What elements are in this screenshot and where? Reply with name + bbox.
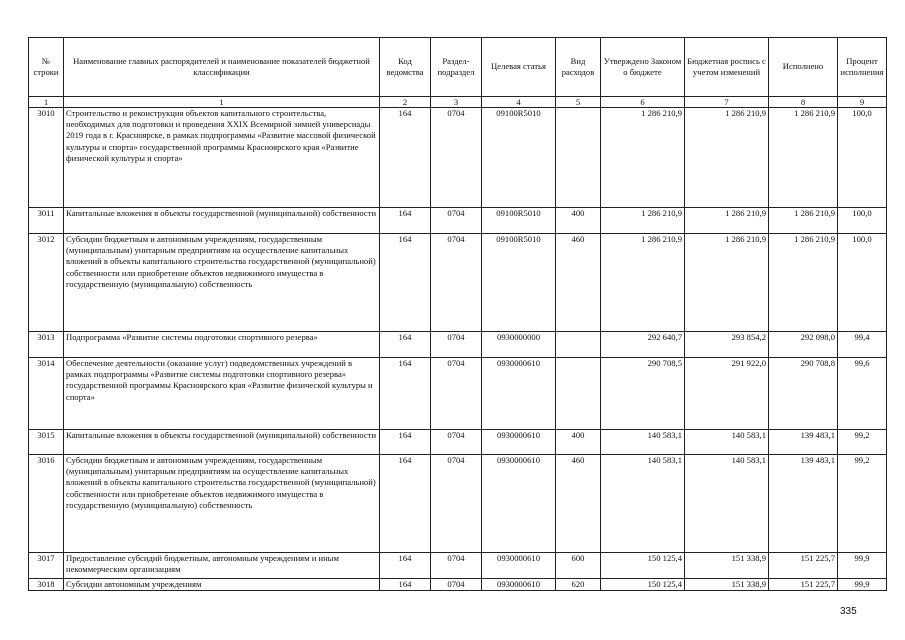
executed-amount: 139 483,1: [769, 455, 838, 553]
table-row: [29, 455, 887, 553]
dept-code: 164: [380, 358, 431, 430]
executed-amount: 1 286 210,9: [769, 108, 838, 208]
col-header-row-no: № строки: [29, 38, 64, 97]
approved-amount: 150 125,4: [601, 553, 685, 579]
row-number: 3018: [29, 579, 64, 591]
row-name: Субсидии бюджетным и автономным учреждениям, государственным (муниципальным) унитарным предприятиям на осуществление капитальных вложений в объекты капитального строительства государственной (муниципальной) собственности или приобретение объектов недвижимого имущества в государственную (муниципальную) собственность: [64, 234, 380, 332]
column-number: 1: [64, 97, 380, 108]
expense-type: [556, 108, 601, 208]
target-article: 0930000610: [482, 430, 556, 455]
column-number: 1: [29, 97, 64, 108]
budget-amount: 1 286 210,9: [685, 108, 769, 208]
row-number: 3013: [29, 332, 64, 358]
execution-percent: 99,2: [838, 455, 887, 553]
row-number: 3016: [29, 455, 64, 553]
table-row: [29, 108, 887, 208]
approved-amount: 292 640,7: [601, 332, 685, 358]
column-number: 8: [769, 97, 838, 108]
budget-amount: 1 286 210,9: [685, 234, 769, 332]
section-code: 0704: [431, 234, 482, 332]
row-number: 3017: [29, 553, 64, 579]
page-number: 335: [840, 606, 857, 617]
target-article: 0930000000: [482, 332, 556, 358]
budget-amount: 293 854,2: [685, 332, 769, 358]
col-header-percent: Процент исполнения: [838, 38, 887, 97]
execution-percent: 99,9: [838, 553, 887, 579]
col-header-exp-type: Вид расходов: [556, 38, 601, 97]
header-row: [29, 38, 887, 97]
section-code: 0704: [431, 208, 482, 234]
budget-amount: 151 338,9: [685, 579, 769, 591]
row-number: 3011: [29, 208, 64, 234]
row-name: Обеспечение деятельности (оказание услуг) подведомственных учреждений в рамках подпрограммы «Развитие системы подготовки спортивного резерва» государственной программы Красноярского края «Развитие физической культуры и спорта»: [64, 358, 380, 430]
budget-execution-table: [28, 37, 887, 591]
row-name: Капитальные вложения в объекты государственной (муниципальной) собственности: [64, 208, 380, 234]
col-header-budget-list: Бюджетная роспись с учетом изменений: [685, 38, 769, 97]
row-name: Подпрограмма «Развитие системы подготовки спортивного резерва»: [64, 332, 380, 358]
row-name: Предоставление субсидий бюджетным, автономным учреждениям и иным некоммерческим организациям: [64, 553, 380, 579]
column-number: 6: [601, 97, 685, 108]
table-row: [29, 358, 887, 430]
table-row: [29, 579, 887, 591]
column-number: 5: [556, 97, 601, 108]
executed-amount: 290 708,8: [769, 358, 838, 430]
table-row: [29, 430, 887, 455]
executed-amount: 139 483,1: [769, 430, 838, 455]
section-code: 0704: [431, 430, 482, 455]
budget-amount: 1 286 210,9: [685, 208, 769, 234]
table-row: [29, 234, 887, 332]
execution-percent: 100,0: [838, 108, 887, 208]
section-code: 0704: [431, 553, 482, 579]
section-code: 0704: [431, 108, 482, 208]
approved-amount: 1 286 210,9: [601, 234, 685, 332]
target-article: 0930000610: [482, 553, 556, 579]
column-number: 2: [380, 97, 431, 108]
approved-amount: 1 286 210,9: [601, 208, 685, 234]
dept-code: 164: [380, 208, 431, 234]
table-row: [29, 553, 887, 579]
column-number: 4: [482, 97, 556, 108]
target-article: 09100R5010: [482, 108, 556, 208]
row-number: 3015: [29, 430, 64, 455]
dept-code: 164: [380, 455, 431, 553]
execution-percent: 99,9: [838, 579, 887, 591]
column-number: 7: [685, 97, 769, 108]
col-header-approved: Утверждено Законом о бюджете: [601, 38, 685, 97]
approved-amount: 140 583,1: [601, 455, 685, 553]
budget-amount: 151 338,9: [685, 553, 769, 579]
section-code: 0704: [431, 332, 482, 358]
budget-amount: 140 583,1: [685, 430, 769, 455]
dept-code: 164: [380, 108, 431, 208]
target-article: 09100R5010: [482, 208, 556, 234]
expense-type: 400: [556, 430, 601, 455]
executed-amount: 151 225,7: [769, 579, 838, 591]
expense-type: 620: [556, 579, 601, 591]
dept-code: 164: [380, 553, 431, 579]
executed-amount: 1 286 210,9: [769, 208, 838, 234]
table-row: [29, 208, 887, 234]
col-header-dept-code: Код ведомства: [380, 38, 431, 97]
approved-amount: 140 583,1: [601, 430, 685, 455]
section-code: 0704: [431, 358, 482, 430]
execution-percent: 99,2: [838, 430, 887, 455]
column-number-row: [29, 97, 887, 108]
row-name: Капитальные вложения в объекты государственной (муниципальной) собственности: [64, 430, 380, 455]
section-code: 0704: [431, 455, 482, 553]
approved-amount: 290 708,5: [601, 358, 685, 430]
execution-percent: 100,0: [838, 208, 887, 234]
expense-type: 460: [556, 455, 601, 553]
table-row: [29, 332, 887, 358]
row-name: Субсидии автономным учреждениям: [64, 579, 380, 591]
row-number: 3012: [29, 234, 64, 332]
row-number: 3014: [29, 358, 64, 430]
col-header-section: Раздел-подраздел: [431, 38, 482, 97]
execution-percent: 99,6: [838, 358, 887, 430]
approved-amount: 1 286 210,9: [601, 108, 685, 208]
expense-type: [556, 358, 601, 430]
executed-amount: 292 098,0: [769, 332, 838, 358]
dept-code: 164: [380, 579, 431, 591]
dept-code: 164: [380, 234, 431, 332]
col-header-target: Целевая статья: [482, 38, 556, 97]
column-number: 9: [838, 97, 887, 108]
dept-code: 164: [380, 430, 431, 455]
col-header-executed: Исполнено: [769, 38, 838, 97]
target-article: 09100R5010: [482, 234, 556, 332]
section-code: 0704: [431, 579, 482, 591]
dept-code: 164: [380, 332, 431, 358]
expense-type: 600: [556, 553, 601, 579]
execution-percent: 100,0: [838, 234, 887, 332]
row-name: Субсидии бюджетным и автономным учреждениям, государственным (муниципальным) унитарным предприятиям на осуществление капитальных вложений в объекты капитального строительства государственной (муниципальной) собственности или приобретение объектов недвижимого имущества в государственную (муниципальную) собственность: [64, 455, 380, 553]
target-article: 0930000610: [482, 579, 556, 591]
target-article: 0930000610: [482, 358, 556, 430]
col-header-name: Наименование главных распорядителей и наименование показателей бюджетной классификации: [64, 38, 380, 97]
budget-amount: 291 922,0: [685, 358, 769, 430]
column-number: 3: [431, 97, 482, 108]
row-number: 3010: [29, 108, 64, 208]
executed-amount: 1 286 210,9: [769, 234, 838, 332]
expense-type: 400: [556, 208, 601, 234]
target-article: 0930000610: [482, 455, 556, 553]
expense-type: [556, 332, 601, 358]
expense-type: 460: [556, 234, 601, 332]
approved-amount: 150 125,4: [601, 579, 685, 591]
executed-amount: 151 225,7: [769, 553, 838, 579]
execution-percent: 99,4: [838, 332, 887, 358]
budget-amount: 140 583,1: [685, 455, 769, 553]
row-name: Строительство и реконструкция объектов капитального строительства, необходимых для подготовки и проведения XXIX Всемирной зимней универсиады 2019 года в г. Красноярске, в рамках подпрограммы «Развитие массовой физической культуры и спорта» государственной программы Красноярского края «Развитие физической культуры и спорта»: [64, 108, 380, 208]
